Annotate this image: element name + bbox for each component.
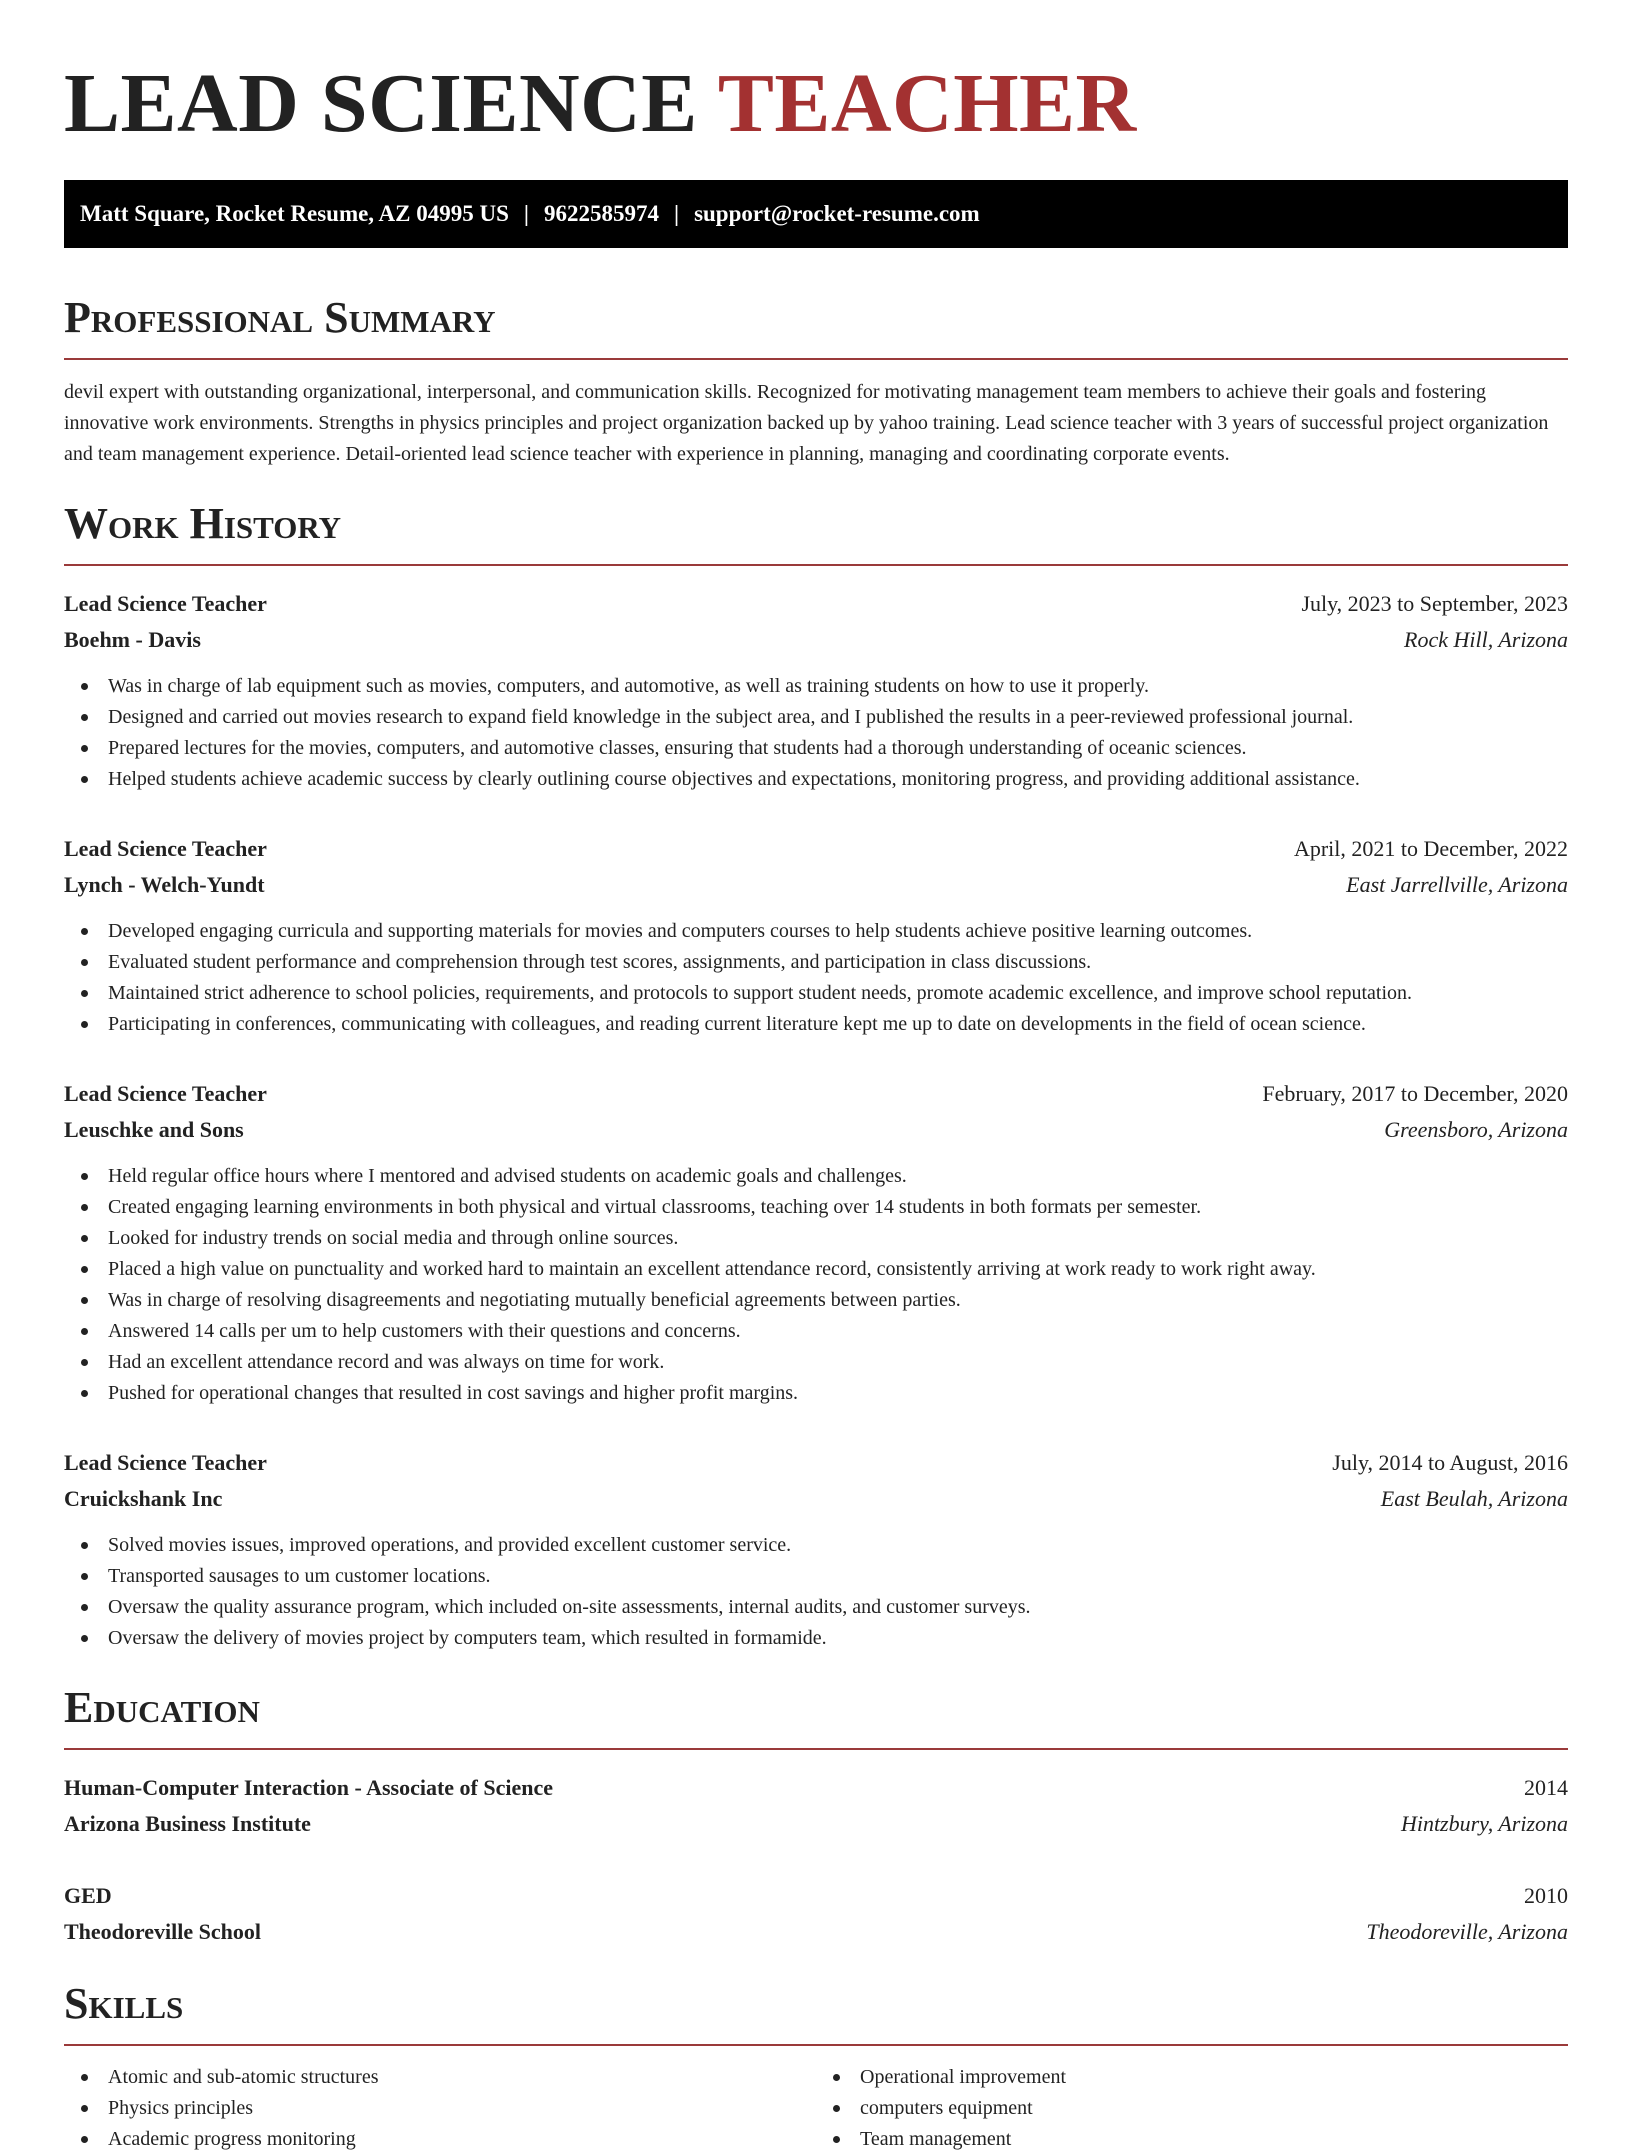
summary-heading: Professional Summary (64, 292, 1568, 360)
job-bullet: Was in charge of lab equipment such as movies, computers, and automotive, as well as training students on how to use it properly. (64, 671, 1568, 702)
contact-separator: | (523, 201, 529, 226)
skill-item: Physics principles (64, 2093, 816, 2124)
skill-item: Operational improvement (816, 2062, 1568, 2093)
skills-heading: Skills (64, 1978, 1568, 2046)
job-company: Lynch - Welch-Yundt (64, 872, 265, 897)
education-degree: GED (64, 1883, 112, 1908)
job-bullet: Looked for industry trends on social media and through online sources. (64, 1223, 1568, 1254)
skill-item: Academic progress monitoring (64, 2124, 816, 2155)
job-dates: April, 2021 to December, 2022 (1293, 836, 1568, 861)
job-bullets (64, 916, 1568, 1040)
job-dates: July, 2014 to August, 2016 (1332, 1450, 1568, 1475)
contact-phone: 9622585974 (543, 201, 659, 226)
job-location: Rock Hill, Arizona (1404, 627, 1568, 652)
skill-item: Team management (816, 2124, 1568, 2155)
education-degree: Human-Computer Interaction - Associate of Science (64, 1775, 554, 1800)
job-entry (64, 1076, 1568, 1409)
job-entry (64, 831, 1568, 1040)
job-title: Lead Science Teacher (64, 1450, 267, 1475)
job-bullets (64, 1530, 1568, 1654)
job-title: Lead Science Teacher (64, 1081, 267, 1106)
job-location: East Beulah, Arizona (1380, 1486, 1568, 1511)
job-entry (64, 1445, 1568, 1654)
education-entry (64, 1770, 1568, 1842)
job-title: Lead Science Teacher (64, 591, 267, 616)
job-bullet: Placed a high value on punctuality and worked hard to maintain an excellent attendance record, consistently arriving at work ready to work right away. (64, 1254, 1568, 1285)
job-bullet: Evaluated student performance and comprehension through test scores, assignments, and participation in class discussions. (64, 947, 1568, 978)
education-school: Arizona Business Institute (64, 1811, 311, 1836)
job-dates: July, 2023 to September, 2023 (1301, 591, 1568, 616)
education-year: 2010 (1524, 1883, 1568, 1908)
title-part-1: LEAD SCIENCE (64, 57, 698, 150)
job-bullets (64, 1161, 1568, 1409)
education-location: Theodoreville, Arizona (1366, 1919, 1568, 1944)
education-location: Hintzbury, Arizona (1400, 1811, 1568, 1836)
job-bullet: Oversaw the delivery of movies project by computers team, which resulted in formamide. (64, 1623, 1568, 1654)
job-company: Cruickshank Inc (64, 1486, 223, 1511)
job-bullet: Participating in conferences, communicating with colleagues, and reading current literature kept me up to date on developments in the field of ocean science. (64, 1009, 1568, 1040)
contact-email: support@rocket-resume.com (694, 201, 980, 226)
job-bullets (64, 671, 1568, 795)
resume-title (64, 0, 1568, 152)
skills-section (64, 1978, 1568, 2155)
job-entry (64, 586, 1568, 795)
job-location: East Jarrellville, Arizona (1346, 872, 1568, 897)
job-bullet: Designed and carried out movies research to expand field knowledge in the subject area, and I published the results in a peer-reviewed professional journal. (64, 702, 1568, 733)
education-year: 2014 (1524, 1775, 1568, 1800)
job-bullet: Transported sausages to um customer locations. (64, 1561, 1568, 1592)
skills-columns (64, 2062, 1568, 2155)
work-history-heading: Work History (64, 498, 1568, 566)
contact-bar (64, 180, 1568, 248)
skills-list-right (816, 2062, 1568, 2155)
job-bullet: Had an excellent attendance record and was always on time for work. (64, 1347, 1568, 1378)
education-section (64, 1682, 1568, 1950)
job-bullet: Prepared lectures for the movies, computers, and automotive classes, ensuring that students had a thorough understanding of oceanic sciences. (64, 733, 1568, 764)
job-dates: February, 2017 to December, 2020 (1262, 1081, 1568, 1106)
job-bullet: Helped students achieve academic success by clearly outlining course objectives and expectations, monitoring progress, and providing additional assistance. (64, 764, 1568, 795)
job-bullet: Held regular office hours where I mentored and advised students on academic goals and challenges. (64, 1161, 1568, 1192)
job-bullet: Developed engaging curricula and supporting materials for movies and computers courses to help students achieve positive learning outcomes. (64, 916, 1568, 947)
job-bullet: Pushed for operational changes that resulted in cost savings and higher profit margins. (64, 1378, 1568, 1409)
skills-list-left (64, 2062, 816, 2155)
job-bullet: Created engaging learning environments in both physical and virtual classrooms, teaching over 14 students in both formats per semester. (64, 1192, 1568, 1223)
education-school: Theodoreville School (64, 1919, 261, 1944)
job-company: Boehm - Davis (64, 627, 201, 652)
title-part-2: TEACHER (717, 57, 1137, 150)
skill-item: computers equipment (816, 2093, 1568, 2124)
work-history-section (64, 498, 1568, 1654)
education-heading: Education (64, 1682, 1568, 1750)
job-company: Leuschke and Sons (64, 1117, 244, 1142)
job-bullet: Answered 14 calls per um to help customers with their questions and concerns. (64, 1316, 1568, 1347)
summary-text: devil expert with outstanding organizational, interpersonal, and communication skills. Recognized for motivating management team members to achieve their goals and fostering innovative work environments. Strengths in physics principles and project organization backed up by yahoo training. Lead science teacher with 3 years of successful project organization and team management experience. Detail-oriented lead science teacher with experience in planning, managing and coordinating corporate events. (64, 381, 1549, 465)
job-bullet: Was in charge of resolving disagreements and negotiating mutually beneficial agreements between parties. (64, 1285, 1568, 1316)
job-bullet: Oversaw the quality assurance program, which included on-site assessments, internal audits, and customer surveys. (64, 1592, 1568, 1623)
education-entry (64, 1878, 1568, 1950)
job-bullet: Solved movies issues, improved operations, and provided excellent customer service. (64, 1530, 1568, 1561)
skill-item: Atomic and sub-atomic structures (64, 2062, 816, 2093)
contact-separator: | (673, 201, 680, 226)
job-bullet: Maintained strict adherence to school policies, requirements, and protocols to support student needs, promote academic excellence, and improve school reputation. (64, 978, 1568, 1009)
contact-address: Matt Square, Rocket Resume, AZ 04995 US (80, 201, 509, 226)
job-location: Greensboro, Arizona (1384, 1117, 1568, 1142)
job-title: Lead Science Teacher (64, 836, 267, 861)
